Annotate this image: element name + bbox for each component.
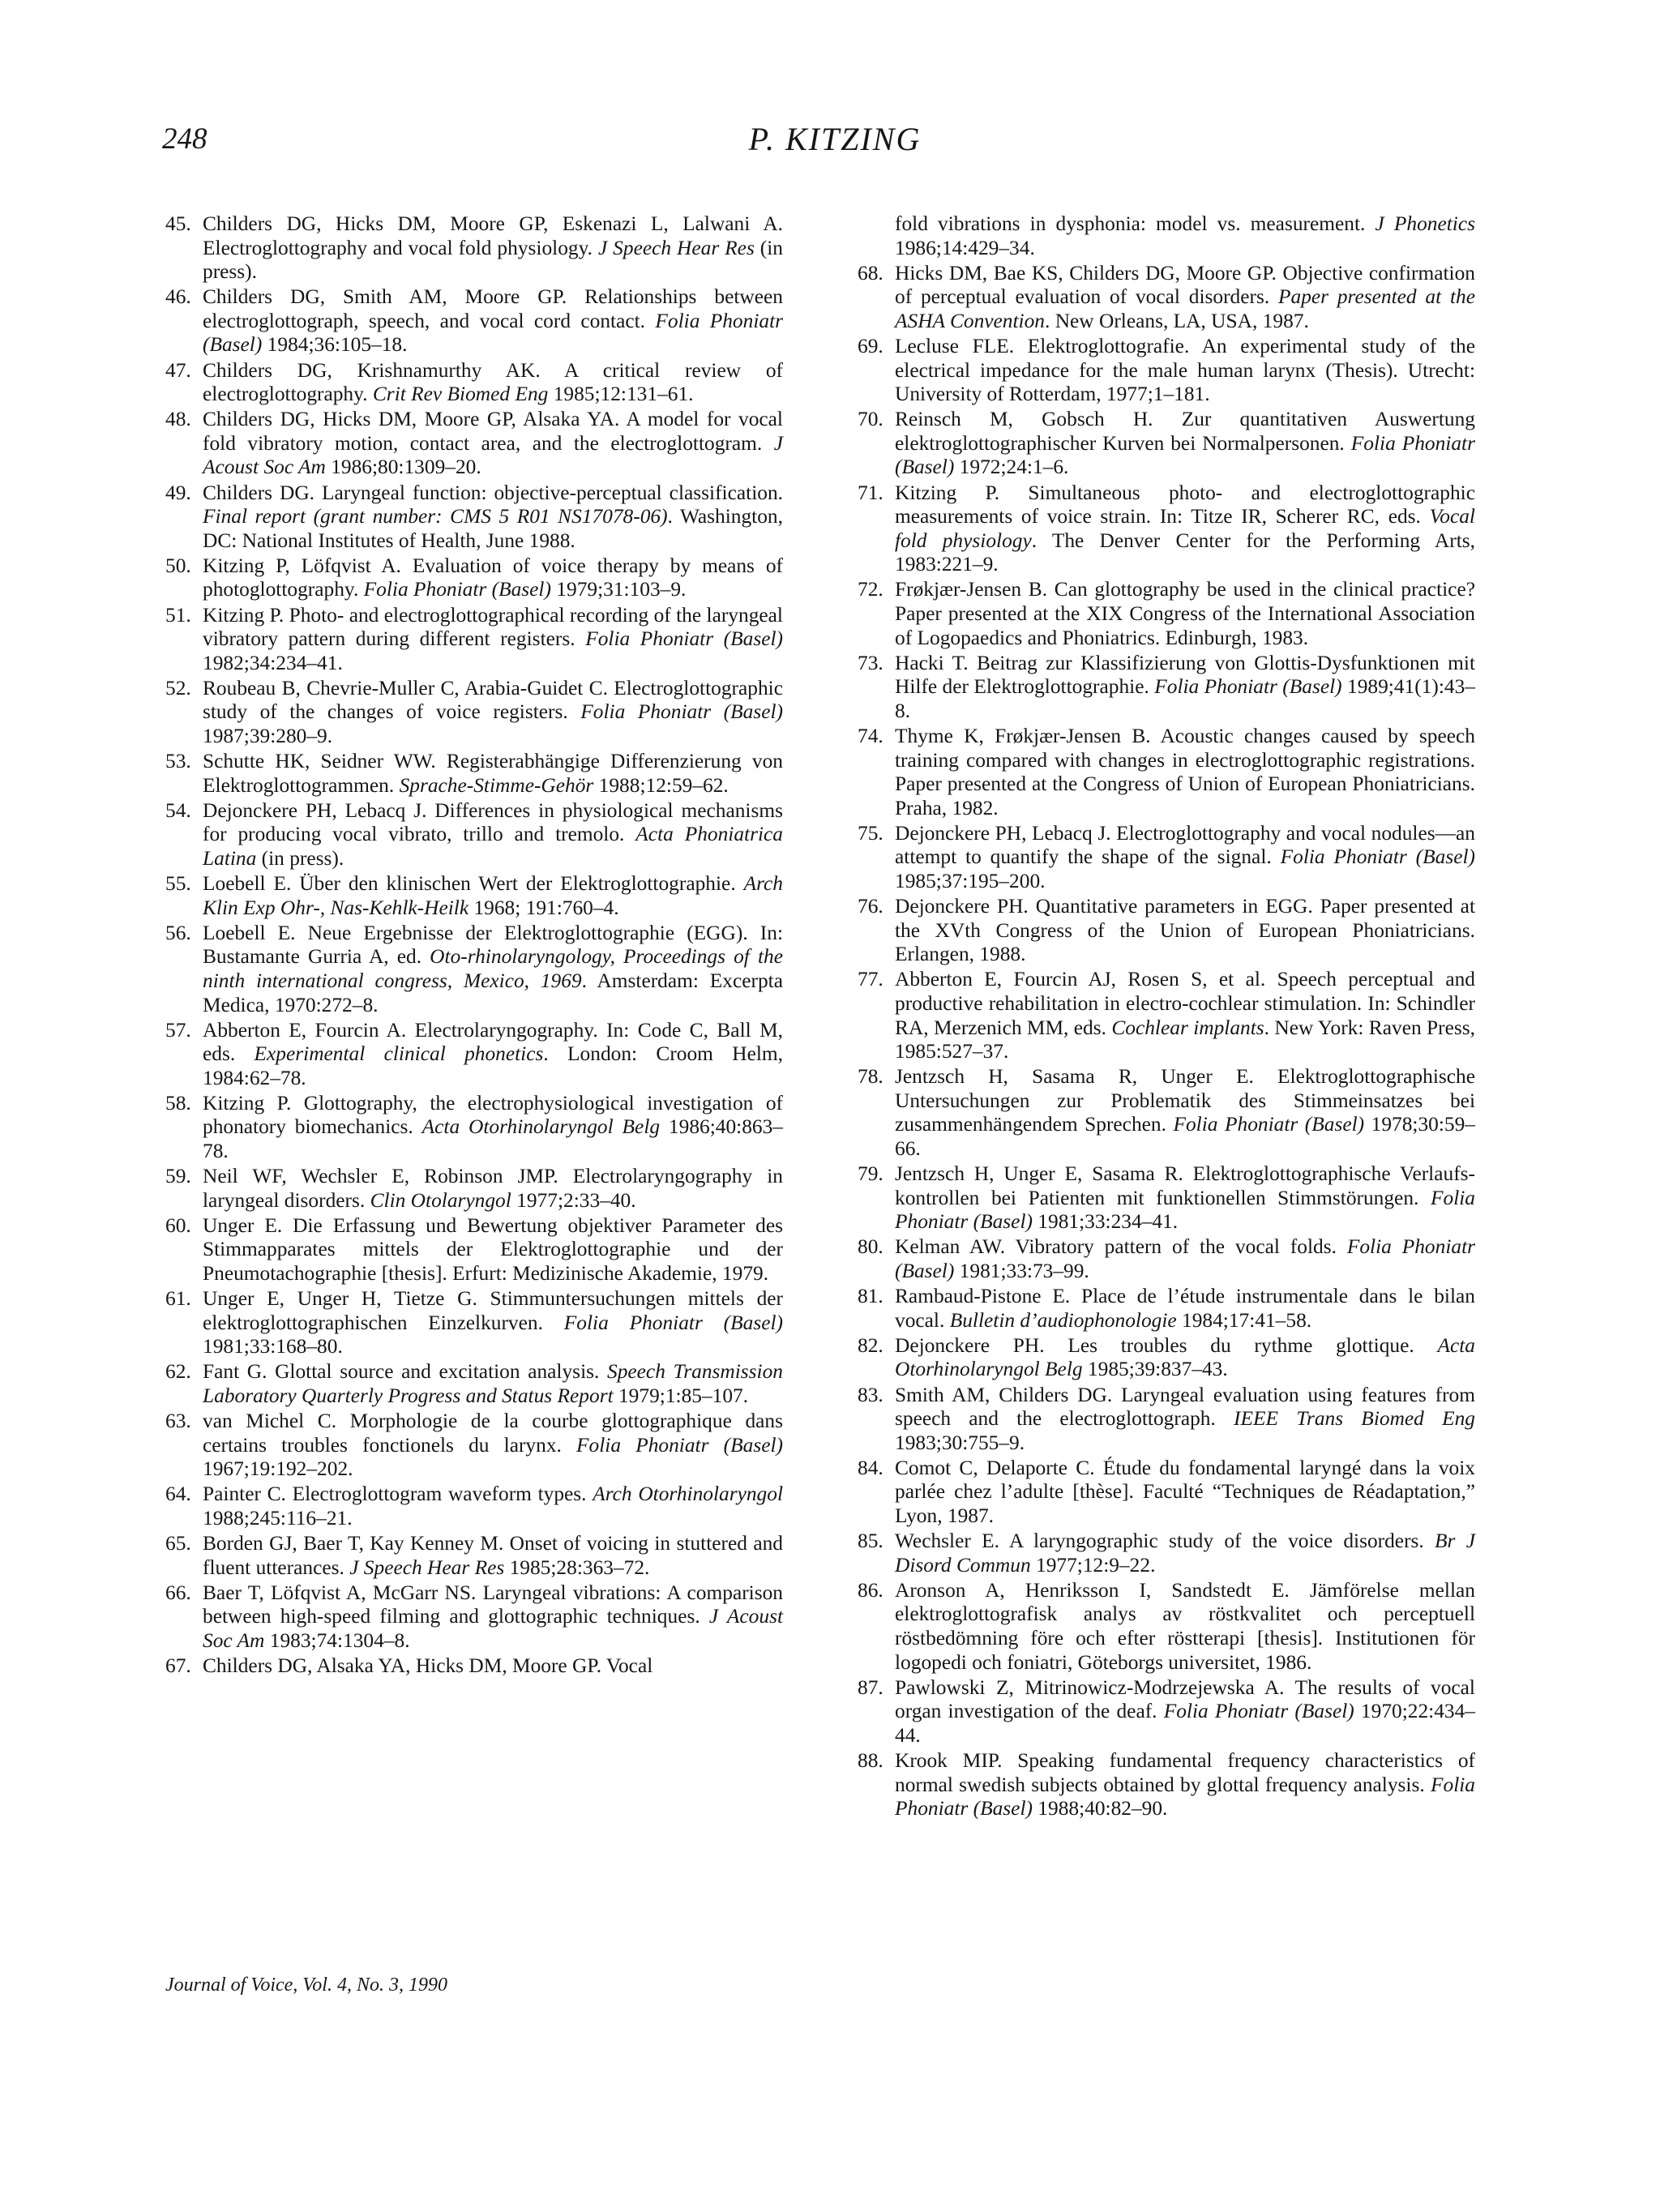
reference-text: 1981;33:73–99. <box>954 1260 1089 1283</box>
reference-text: Dejonckere PH. Quantitative parameters in EGG. Paper presented at the XVth Congress of the Union of European Phoniatricians. Erlangen, 1988. <box>895 895 1475 966</box>
reference-entry <box>165 1287 783 1359</box>
reference-text: Roubeau B, Chevrie-Muller C, Arabia-Guidet C. Electroglottographic study of the changes of voice registers. <box>203 676 783 724</box>
reference-number: 65. <box>165 1532 191 1555</box>
reference-source-italic: Paper presented at the ASHA Convention <box>895 285 1475 332</box>
reference-source-italic: Folia Phoniatr (Basel) <box>895 1186 1475 1234</box>
reference-source-italic: IEEE Trans Biomed Eng <box>1234 1407 1475 1431</box>
reference-text: Baer T, Löfqvist A, McGarr NS. Laryngeal vibrations: A comparison between high-speed filming and glottographic techniques. <box>203 1581 783 1628</box>
reference-text: Fant G. Glottal source and excitation analysis. <box>203 1360 607 1384</box>
reference-text: 1977;2:33–40. <box>511 1188 636 1212</box>
reference-source-italic: Final report (grant number: CMS 5 R01 NS17078-06) <box>203 505 668 528</box>
reference-text: Krook MIP. Speaking fundamental frequency characteristics of normal swedish subjects obtained by glottal frequency analysis. <box>895 1748 1475 1796</box>
reference-entry <box>858 1162 1475 1234</box>
reference-text: Dejonckere PH. Les troubles du rythme glottique. <box>895 1333 1438 1357</box>
reference-number: 80. <box>858 1235 883 1259</box>
reference-number: 68. <box>858 261 883 285</box>
reference-entry <box>165 604 783 676</box>
running-head: P. KITZING <box>748 121 922 157</box>
reference-entry <box>858 1334 1475 1382</box>
reference-number: 58. <box>165 1091 191 1115</box>
reference-text: Abberton E, Fourcin AJ, Rosen S, et al. Speech perceptual and productive rehabilitation in electro-cochlear stimulation. In: Schindler RA, Merzenich MM, eds. <box>895 968 1475 1039</box>
reference-text: Unger E, Unger H, Tietze G. Stimmuntersuchungen mittels der elektroglottographischen Einzelkurven. <box>203 1287 783 1334</box>
reference-entry <box>165 359 783 407</box>
reference-source-italic: Br J Disord Commun <box>895 1530 1475 1577</box>
reference-entry <box>858 895 1475 967</box>
reference-text: 1968; 191:760–4. <box>468 896 619 919</box>
reference-number: 73. <box>858 651 883 674</box>
reference-entry <box>858 1235 1475 1283</box>
reference-text: 1984;36:105–18. <box>262 333 408 357</box>
reference-entry <box>165 1092 783 1164</box>
reference-number: 74. <box>858 724 883 747</box>
reference-number: 71. <box>858 481 883 504</box>
reference-text: Childers DG, Smith AM, Moore GP. Relationships between electroglottograph, speech, and vocal cord contact. <box>203 285 783 332</box>
reference-text: Reinsch M, Gobsch H. Zur quantitativen Auswertung elektroglottographischer Kurven bei Normalpersonen. <box>895 408 1475 455</box>
reference-text: 1985;39:837–43. <box>1082 1358 1228 1381</box>
reference-text: Thyme K, Frøkjær-Jensen B. Acoustic changes caused by speech training compared with changes in electroglottographic registrations. Paper presented at the Congress of Union of European Phoniatricians. Praha, 1982. <box>895 724 1475 819</box>
reference-number: 85. <box>858 1530 883 1553</box>
reference-text: Kitzing P. Simultaneous photo- and electroglottographic measurements of voice strain. In: Titze IR, Scherer RC, eds. <box>895 481 1475 528</box>
reference-source-italic: Speech Transmission Laboratory Quarterly Progress and Status Report <box>203 1360 784 1407</box>
reference-text: (in press). <box>256 846 344 870</box>
reference-source-italic: Sprache-Stimme-Gehör <box>399 773 594 797</box>
reference-number: 50. <box>165 554 191 577</box>
reference-number: 57. <box>165 1018 191 1042</box>
journal-footer: Journal of Voice, Vol. 4, No. 3, 1990 <box>165 1975 447 1996</box>
reference-entry <box>165 1019 783 1091</box>
reference-number: 77. <box>858 968 883 991</box>
reference-source-italic: J Acoust Soc Am <box>203 1605 784 1652</box>
reference-text: Childers DG, Hicks DM, Moore GP, Eskenazi L, Lalwani A. Electroglottography and vocal fold physiology. <box>203 212 783 259</box>
reference-source-italic: Oto-rhinolaryngology, Proceedings of the ninth international congress, Mexico, 1969 <box>203 945 783 992</box>
reference-source-italic: Experimental clinical phonetics <box>254 1042 544 1066</box>
reference-text: 1982;34:234–41. <box>203 651 343 674</box>
reference-text: Pawlowski Z, Mitrinowicz-Modrzejewska A. The results of vocal organ investigation of the deaf. <box>895 1675 1475 1723</box>
reference-text: Lecluse FLE. Elektroglottografie. An experimental study of the electrical impedance for the male human larynx (Thesis). Utrecht: University of Rotterdam, 1977;1–181. <box>895 334 1475 406</box>
reference-source-italic: Acta Phoniatrica Latina <box>203 823 784 870</box>
reference-text: Kitzing P. Glottography, the electrophysiological investigation of phonatory biomechanics. <box>203 1091 783 1139</box>
reference-entry <box>165 554 783 602</box>
reference-entry <box>165 922 783 1017</box>
reference-text: . New York: Raven Press, 1985:527–37. <box>895 1016 1475 1063</box>
reference-number: 48. <box>165 408 191 431</box>
reference-text: 1970;22:434–44. <box>895 1700 1475 1747</box>
reference-text: fold vibrations in dysphonia: model vs. measurement. <box>895 212 1375 235</box>
reference-entry <box>165 1654 783 1679</box>
reference-text: . Amsterdam: Excerpta Medica, 1970:272–8. <box>203 969 783 1016</box>
reference-text: (in press). <box>203 236 783 284</box>
reference-text: Jentzsch H, Unger E, Sasama R. Elektroglottographische Verlaufs-kontrollen bei Patienten mit funktionellen Stimmstörungen. <box>895 1162 1475 1209</box>
reference-text: Loebell E. Über den klinischen Wert der Elektroglottographie. <box>203 872 744 896</box>
reference-source-italic: Folia Phoniatr (Basel) <box>1154 675 1342 699</box>
reference-number: 79. <box>858 1162 883 1186</box>
reference-text: . Washington, DC: National Institutes of Health, June 1988. <box>203 505 783 552</box>
reference-source-italic: Arch Otorhinolaryngol <box>593 1483 784 1506</box>
reference-text: 1981;33:168–80. <box>203 1335 343 1358</box>
reference-number: 54. <box>165 798 191 822</box>
reference-entry <box>165 872 783 920</box>
reference-number: 63. <box>165 1410 191 1433</box>
reference-text: 1984;17:41–58. <box>1176 1308 1312 1332</box>
reference-text: Schutte HK, Seidner WW. Registerabhängige Differenzierung von Elektroglottogrammen. <box>203 750 783 797</box>
reference-column-right <box>858 212 1475 1822</box>
reference-entry <box>858 725 1475 820</box>
reference-text: 1985;12:131–61. <box>548 383 694 406</box>
reference-number: 49. <box>165 481 191 504</box>
reference-source-italic: Folia Phoniatr (Basel) <box>363 578 551 601</box>
reference-entry <box>858 1065 1475 1161</box>
reference-text: Kitzing P. Photo- and electroglottographical recording of the laryngeal vibratory pattern during different registers. <box>203 603 783 651</box>
reference-text: . London: Croom Helm, 1984:62–78. <box>203 1042 784 1089</box>
reference-entry <box>165 1532 783 1580</box>
reference-text: Painter C. Electroglottogram waveform types. <box>203 1483 593 1506</box>
reference-number: 62. <box>165 1360 191 1384</box>
reference-text: 1983;74:1304–8. <box>264 1628 410 1652</box>
reference-entry <box>858 1530 1475 1577</box>
reference-number: 46. <box>165 285 191 309</box>
reference-text: 1978;30:59–66. <box>895 1113 1475 1161</box>
reference-text: 1988;12:59–62. <box>593 773 729 797</box>
reference-number: 70. <box>858 408 883 431</box>
reference-text: 1986;40:863–78. <box>203 1115 783 1163</box>
reference-entry <box>858 481 1475 577</box>
reference-source-italic: Folia Phoniatr (Basel) <box>1280 845 1475 869</box>
reference-source-italic: Folia Phoniatr (Basel) <box>1173 1113 1365 1136</box>
reference-source-italic: Folia Phoniatr (Basel) <box>895 1773 1475 1821</box>
reference-entry <box>858 1579 1475 1675</box>
reference-text: 1981;33:234–41. <box>1032 1210 1179 1234</box>
reference-entry <box>165 1581 783 1654</box>
reference-text: Borden GJ, Baer T, Kay Kenney M. Onset of voicing in stuttered and fluent utterances. <box>203 1532 783 1579</box>
reference-number: 72. <box>858 578 883 601</box>
reference-source-italic: Folia Phoniatr (Basel) <box>1163 1700 1354 1723</box>
reference-text: 1986;80:1309–20. <box>325 456 481 479</box>
reference-entry <box>165 1360 783 1408</box>
reference-source-italic: Crit Rev Biomed Eng <box>372 383 549 406</box>
reference-text: Smith AM, Childers DG. Laryngeal evaluation using features from speech and the electroglottograph. <box>895 1383 1475 1431</box>
reference-source-italic: Folia Phoniatr (Basel) <box>585 627 784 651</box>
reference-number: 53. <box>165 750 191 773</box>
reference-source-italic: J Speech Hear Res <box>349 1555 505 1579</box>
reference-number: 64. <box>165 1483 191 1506</box>
reference-source-italic: Folia Phoniatr (Basel) <box>203 309 784 357</box>
reference-entry <box>165 285 783 357</box>
reference-number: 87. <box>858 1675 883 1699</box>
reference-entry <box>858 968 1475 1063</box>
reference-source-italic: Folia Phoniatr (Basel) <box>580 700 783 724</box>
reference-text: Rambaud-Pistone E. Place de l’étude instrumentale dans le bilan vocal. <box>895 1285 1475 1332</box>
reference-text: Comot C, Delaporte C. Étude du fondamental laryngé dans la voix parlée chez l’adulte [thèse]. Faculté “Techniques de Réadaptation,” Lyon, 1987. <box>895 1456 1475 1527</box>
reference-source-italic: Cochlear implants <box>1111 1016 1264 1039</box>
reference-entry <box>165 750 783 798</box>
reference-source-italic: J Phonetics <box>1375 212 1475 235</box>
reference-text: 1967;19:192–202. <box>203 1457 353 1481</box>
reference-number: 52. <box>165 676 191 700</box>
reference-source-italic: Folia Phoniatr (Basel) <box>576 1433 783 1457</box>
reference-entry <box>165 1410 783 1482</box>
reference-text: 1985;37:195–200. <box>895 870 1046 893</box>
reference-text: 1983;30:755–9. <box>895 1431 1025 1454</box>
reference-source-italic: Folia Phoniatr (Basel) <box>895 431 1475 479</box>
reference-number: 84. <box>858 1456 883 1479</box>
reference-source-italic: Folia Phoniatr (Basel) <box>563 1311 784 1334</box>
reference-text: Hacki T. Beitrag zur Klassifizierung von Glottis-Dysfunktionen mit Hilfe der Elektroglottographie. <box>895 651 1475 699</box>
reference-text: Kitzing P, Löfqvist A. Evaluation of voice therapy by means of photoglottography. <box>203 554 783 601</box>
reference-entry <box>165 1483 783 1530</box>
reference-text: 1989;41(1):43–8. <box>895 675 1475 722</box>
reference-entry <box>858 408 1475 480</box>
reference-source-italic: Acta Otorhinolaryngol Belg <box>895 1333 1475 1381</box>
reference-text: Childers DG, Alsaka YA, Hicks DM, Moore GP. Vocal <box>203 1654 653 1678</box>
reference-number: 45. <box>165 212 191 235</box>
reference-text: Loebell E. Neue Ergebnisse der Elektroglottographie (EGG). In: Bustamante Gurria A, ed. <box>203 921 783 969</box>
reference-number: 67. <box>165 1654 191 1678</box>
reference-source-italic: Acta Otorhinolaryngol Belg <box>421 1115 661 1139</box>
reference-entry <box>858 578 1475 650</box>
reference-source-italic: J Speech Hear Res <box>597 236 755 259</box>
reference-entry <box>858 1285 1475 1333</box>
reference-entry <box>858 262 1475 334</box>
reference-entry <box>858 822 1475 894</box>
reference-number: 81. <box>858 1285 883 1308</box>
reference-text: Dejonckere PH, Lebacq J. Differences in physiological mechanisms for producing vocal vibrato, trillo and tremolo. <box>203 798 783 846</box>
reference-number: 66. <box>165 1581 191 1604</box>
reference-number: 69. <box>858 334 883 357</box>
reference-entry <box>165 1165 783 1213</box>
reference-source-italic: Folia Phoniatr (Basel) <box>895 1235 1476 1283</box>
reference-text: 1977;12:9–22. <box>1030 1553 1156 1577</box>
reference-source-italic: Clin Otolaryngol <box>370 1188 511 1212</box>
reference-number: 61. <box>165 1287 191 1311</box>
reference-number: 86. <box>858 1578 883 1602</box>
reference-text: van Michel C. Morphologie de la courbe glottographique dans certains troubles fonctionels du larynx. <box>203 1410 783 1457</box>
reference-text: Childers DG, Krishnamurthy AK. A critical review of electroglottography. <box>203 358 783 406</box>
reference-text: Kelman AW. Vibratory pattern of the vocal folds. <box>895 1235 1347 1259</box>
reference-number: 78. <box>858 1065 883 1089</box>
page-number: 248 <box>162 122 208 156</box>
reference-number: 56. <box>165 921 191 944</box>
reference-number: 83. <box>858 1383 883 1406</box>
reference-text: 1987;39:280–9. <box>203 724 333 747</box>
reference-text: Frøkjær-Jensen B. Can glottography be used in the clinical practice? Paper presented at the XIX Congress of the International Association of Logopaedics and Phoniatrics. Edinburgh, 1983. <box>895 578 1475 649</box>
reference-text: 1986;14:429–34. <box>895 236 1035 259</box>
reference-entry <box>165 677 783 749</box>
reference-entry <box>858 1676 1475 1748</box>
reference-text: Wechsler E. A laryngographic study of the voice disorders. <box>895 1530 1435 1553</box>
reference-entry <box>858 652 1475 724</box>
reference-entry <box>858 212 1475 260</box>
reference-source-italic: Bulletin d’audiophonologie <box>949 1308 1177 1332</box>
reference-entry <box>165 408 783 480</box>
reference-text: 1988;40:82–90. <box>1032 1797 1168 1821</box>
reference-entry <box>858 335 1475 407</box>
reference-entry <box>165 799 783 871</box>
reference-number: 51. <box>165 603 191 627</box>
reference-text: Jentzsch H, Sasama R, Unger E. Elektroglottographische Untersuchungen zur Problematik des Stimmeinsatzes bei zusammenhängendem Sprechen. <box>895 1065 1475 1136</box>
reference-text: 1979;31:103–9. <box>550 578 687 601</box>
reference-entry <box>858 1384 1475 1456</box>
reference-number: 75. <box>858 821 883 845</box>
reference-text: Unger E. Die Erfassung und Bewertung objektiver Parameter des Stimmapparates mittels der Elektroglottographie und der Pneumotachographie [thesis]. Erfurt: Medizinische Akademie, 1979. <box>203 1213 783 1286</box>
reference-source-italic: J Acoust Soc Am <box>203 431 783 479</box>
reference-number: 88. <box>858 1748 883 1772</box>
reference-entry <box>165 212 783 285</box>
reference-text: . The Denver Center for the Performing Arts, 1983:221–9. <box>895 528 1475 576</box>
reference-number: 47. <box>165 358 191 382</box>
reference-number: 59. <box>165 1165 191 1188</box>
reference-entry <box>165 1214 783 1286</box>
reference-text: 1988;245:116–21. <box>203 1506 353 1530</box>
reference-text: Neil WF, Wechsler E, Robinson JMP. Electrolaryngography in laryngeal disorders. <box>203 1165 783 1212</box>
reference-source-italic: Arch Klin Exp Ohr-, Nas-Kehlk-Heilk <box>203 872 783 919</box>
reference-text: 1979;1:85–107. <box>613 1384 749 1407</box>
reference-text: Dejonckere PH, Lebacq J. Electroglottography and vocal nodules—an attempt to quantify the shape of the signal. <box>895 821 1475 869</box>
reference-column-left <box>165 212 783 1679</box>
reference-source-italic: Vocal fold physiology <box>895 505 1475 552</box>
reference-text: 1985;28:363–72. <box>504 1555 650 1579</box>
reference-entry <box>858 1749 1475 1821</box>
reference-number: 60. <box>165 1213 191 1237</box>
reference-text: Aronson A, Henriksson I, Sandstedt E. Jämförelse mellan elektroglottografisk analys av röstkvalitet och perceptuell röstbedömning före och efter röstterapi [thesis]. Institutionen för logopedi och foniatri, Göteborgs universitet, 1986. <box>895 1578 1475 1674</box>
reference-number: 82. <box>858 1333 883 1357</box>
reference-number: 55. <box>165 872 191 896</box>
reference-text: Abberton E, Fourcin A. Electrolaryngography. In: Code C, Ball M, eds. <box>203 1018 783 1066</box>
reference-text: . New Orleans, LA, USA, 1987. <box>1045 309 1309 332</box>
reference-text: 1972;24:1–6. <box>954 456 1069 479</box>
reference-text: Childers DG. Laryngeal function: objective-perceptual classification. <box>203 481 783 504</box>
reference-text: Hicks DM, Bae KS, Childers DG, Moore GP. Objective confirmation of perceptual evaluation of vocal disorders. <box>895 261 1475 309</box>
reference-number: 76. <box>858 895 883 918</box>
reference-entry <box>858 1457 1475 1529</box>
reference-entry <box>165 481 783 554</box>
reference-text: Childers DG, Hicks DM, Moore GP, Alsaka YA. A model for vocal fold vibratory motion, contact area, and the electroglottogram. <box>203 408 783 455</box>
